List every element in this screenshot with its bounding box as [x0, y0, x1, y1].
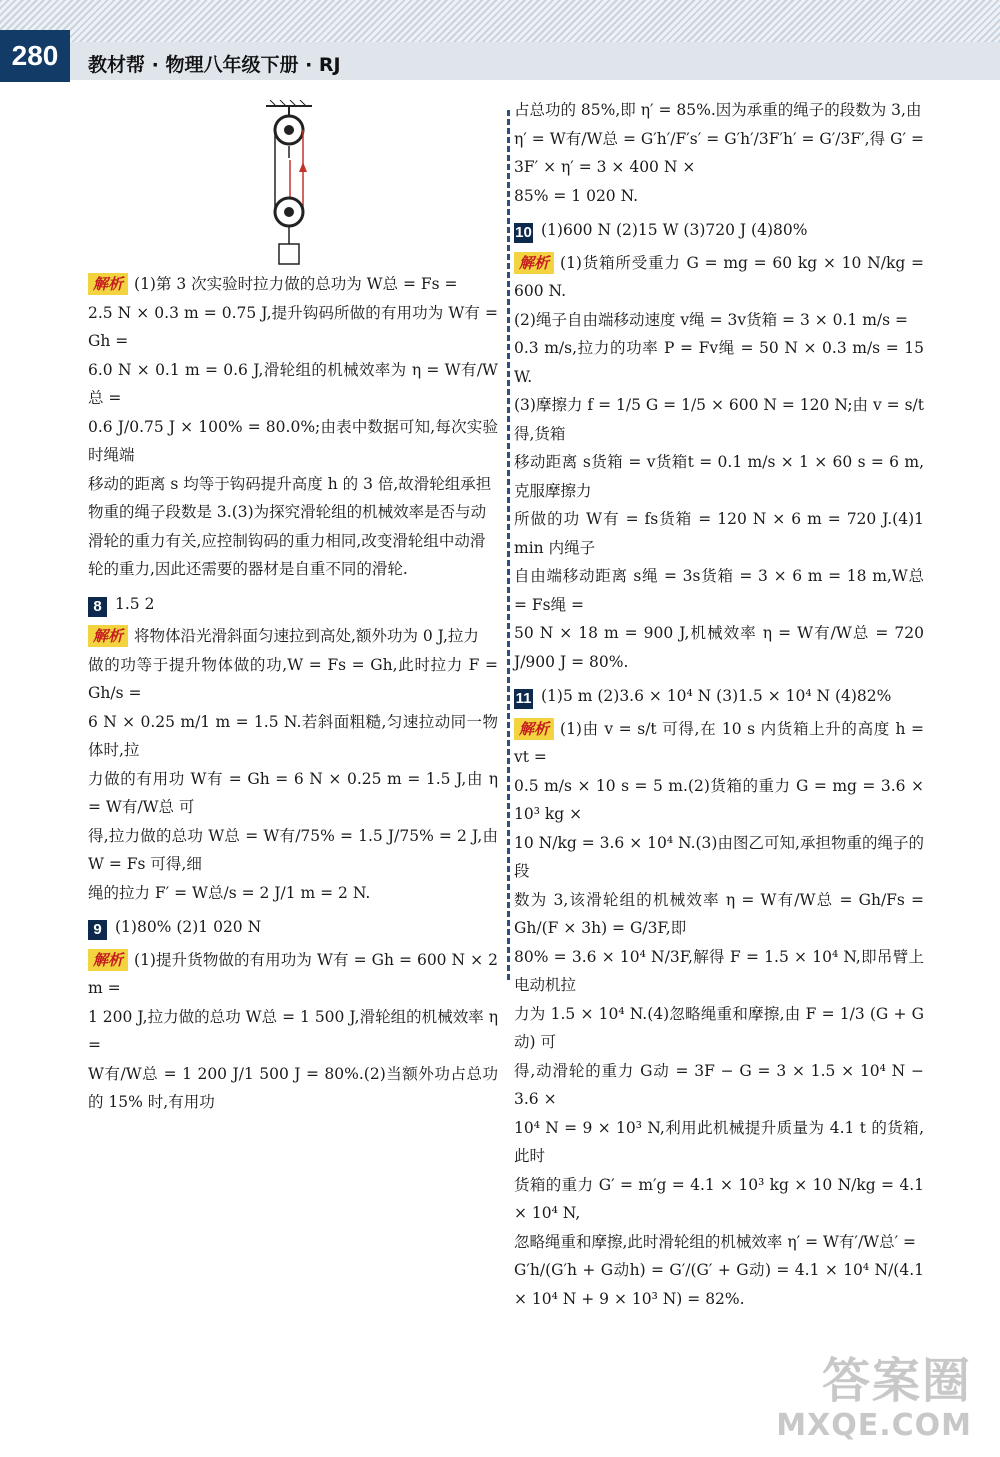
header-pattern — [0, 0, 1000, 42]
watermark — [776, 1353, 972, 1443]
question-number: 9 — [88, 920, 107, 940]
analysis-label: 解析 — [88, 625, 128, 647]
analysis-8: 解析 将物体沿光滑斜面匀速拉到高处,额外功为 0 J,拉力 做的功等于提升物体做的功,W = Fs = Gh,此时拉力 F = Gh/s = 6 N × 0.25 m/1 m = 1.5 N.若斜面粗糙,匀速拉动同一物体时,拉 力做的有用功 W有 = Gh = 6 N × 0.25 m = 1.5 J,由 η = W有/W总 可 得,拉力做的总功 W总 = W有/75% = 1.5 J/75% = 2 J,由 W = Fs 可得,细 绳的拉力 F′ = W总/s = 2 J/1 m = 2 N. — [88, 627, 498, 902]
answer-9: 9 (1)80% (2)1 020 N — [88, 913, 498, 942]
left-column — [88, 270, 498, 1117]
answer-10: 10 (1)600 N (2)15 W (3)720 J (4)80% — [515, 221, 808, 241]
column-divider — [507, 110, 510, 980]
analysis-9-continued: 占总功的 85%,即 η′ = 85%.因为承重的绳子的段数为 3,由 η′ = W有/W总 = G′h′/F′s′ = G′h′/3F′h′ = G′/3F′,得 G′ = 3F′ × η′ = 3 × 400 N × 85% = 1 020 N. — [514, 101, 924, 205]
answer-8: 8 1.5 2 — [88, 590, 498, 619]
analysis-10: 解析 (1)货箱所受重力 G = mg = 60 kg × 10 N/kg = 600 N. (2)绳子自由端移动速度 v绳 = 3v货箱 = 3 × 0.1 m/s = 0.3 m/s,拉力的功率 P = Fv绳 = 50 N × 0.3 m/s = 15 W. (3)摩擦力 f = 1/5 G = 1/5 × 600 N = 120 N;由 v = s/t 得,货箱 移动距离 s货箱 = v货箱t = 0.1 m/s × 1 × 60 s = 6 m,克服摩擦力 所做的功 W有 = fs货箱 = 120 N × 6 m = 720 J.(4)1 min 内绳子 自由端移动距离 s绳 = 3s货箱 = 3 × 6 m = 18 m,W总 = Fs绳 = 50 N × 18 m = 900 J,机械效率 η = W有/W总 = 720 J/900 J = 80%. — [514, 253, 924, 671]
answer-11: 11 (1)5 m (2)3.6 × 10⁴ N (3)1.5 × 10⁴ N (4)82% — [515, 687, 892, 707]
analysis-9: 解析 (1)提升货物做的有用功为 W有 = Gh = 600 N × 2 m = 1 200 J,拉力做的总功 W总 = 1 500 J,滑轮组的机械效率 η = W有/W总 = 1 200 J/1 500 J = 80%.(2)当额外功占总功的 15% 时,有用功 — [88, 950, 498, 1111]
question-number: 10 — [515, 224, 532, 241]
page-number: 280 — [0, 30, 70, 82]
book-title: 教材帮 · 物理八年级下册 · RJ — [88, 54, 341, 76]
analysis-label: 解析 — [514, 252, 554, 274]
pulley-diagram — [262, 100, 316, 266]
watermark-cn: 答案圈 — [821, 1353, 972, 1409]
analysis-label: 解析 — [514, 718, 554, 740]
analysis-7: 解析 (1)第 3 次实验时拉力做的总功为 W总 = Fs = 2.5 N × 0.3 m = 0.75 J,提升钩码所做的有用功为 W有 = Gh = 6.0 N × 0.1 m = 0.6 J,滑轮组的机械效率为 η = W有/W总 = 0.6 J/0.75 J × 100% = 80.0%;由表中数据可知,每次实验时绳端 移动的距离 s 均等于钩码提升高度 h 的 3 倍,故滑轮组承担 物重的绳子段数是 3.(3)为探究滑轮组的机械效率是否与动 滑轮的重力有关,应控制钩码的重力相同,改变滑轮组中动滑 轮的重力,因此还需要的器材是自重不同的滑轮. — [88, 275, 498, 578]
question-number: 11 — [515, 690, 532, 707]
question-number: 8 — [88, 597, 107, 617]
analysis-label: 解析 — [88, 949, 128, 971]
analysis-label: 解析 — [88, 273, 128, 295]
right-column — [514, 96, 924, 1313]
analysis-11: 解析 (1)由 v = s/t 可得,在 10 s 内货箱上升的高度 h = vt = 0.5 m/s × 10 s = 5 m.(2)货箱的重力 G = mg = 3.6 × 10³ kg × 10 N/kg = 3.6 × 10⁴ N.(3)由图乙可知,承担物重的绳子的段 数为 3,该滑轮组的机械效率 η = W有/W总 = Gh/Fs = Gh/(F × 3h) = G/3F,即 80% = 3.6 × 10⁴ N/3F,解得 F = 1.5 × 10⁴ N,即吊臂上电动机拉 力为 1.5 × 10⁴ N.(4)忽略绳重和摩擦,由 F = 1/3 (G + G动) 可 得,动滑轮的重力 G动 = 3F − G = 3 × 1.5 × 10⁴ N − 3.6 × 10⁴ N = 9 × 10³ N,利用此机械提升质量为 4.1 t 的货箱,此时 货箱的重力 G′ = m′g = 4.1 × 10³ kg × 10 N/kg = 4.1 × 10⁴ N, 忽略绳重和摩擦,此时滑轮组的机械效率 η′ = W有′/W总′ = G′h/(G′h + G动h) = G′/(G′ + G动) = 4.1 × 10⁴ N/(4.1 × 10⁴ N + 9 × 10³ N) = 82%. — [514, 719, 924, 1308]
watermark-en: MXQE.COM — [776, 1408, 972, 1443]
